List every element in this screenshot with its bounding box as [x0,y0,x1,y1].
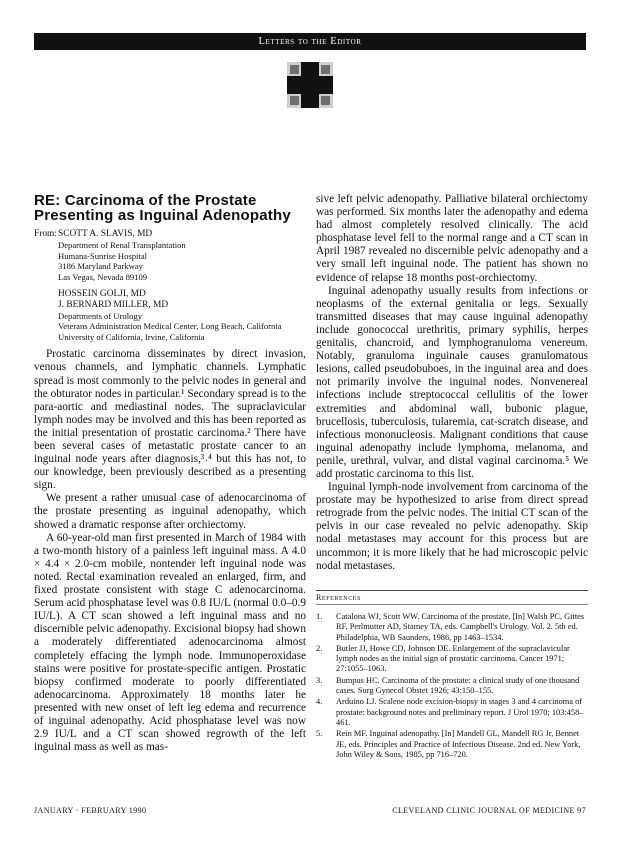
author-name: SCOTT A. SLAVIS, MD [58,229,153,239]
reference-text: Catalona WJ, Scott WW. Carcinoma of the prostate. [In] Walsh PC, Gittes RF, Perlmutter AD, Stamey TA, eds. Campbell's Urology. Vol. 2. 5th ed. Philadelphia, WB Saunders, 1986, pp 1463–1534. [336,612,585,642]
body-paragraph: Inguinal adenopathy usually results from infections or neoplasms of the external genitalia or legs. Sexually transmitted diseases that may cause inguinal adenopathy include gonococcal urethritis, primary syphilis, herpes genitalis, chancroid, and lymphogranuloma venereum. Notably, granuloma inguinale causes granulomatous lesions, called pseudobuboes, in the inguinal area and does not primarily involve the inguinal nodes. Nonvenereal infections include streptococcal cellulitis of the lower extremities and abdominal wall, bubonic plague, brucellosis, tuberculosis, tularemia, cat-scratch disease, and infectious mononucleosis. Malignant conditions that cause inguinal adenopathy include lymphoma, melanoma, and penile, urethral, vulvar, and distal vaginal carcinoma.⁵ We add prostatic carcinoma to this list. [316,284,588,480]
reference-text: Rein MF. Inguinal adenopathy. [In] Mandell GL, Mandell RG Jr, Bennet JE, eds. Principles and Practice of Infectious Disease. 2nd ed. New York, John Wiley & Sons, 1985, pp 716–720. [336,729,581,759]
affiliation-line: 3186 Maryland Parkway [58,261,143,272]
footer-issue-date: JANUARY · FEBRUARY 1990 [34,806,147,815]
reference-text: Arduino LJ. Scalene node excision-biopsy in stages 3 and 4 carcinoma of prostate: background notes and preliminary report. J Urol 1970; 103:458–461. [336,697,584,727]
affiliation-line: Departments of Urology [58,310,143,321]
references-heading: References [316,593,362,602]
article-title: RE: Carcinoma of the Prostate Presenting as Inguinal Adenopathy [34,192,291,224]
affiliation-line: Las Vegas, Nevada 89109 [58,271,148,282]
body-paragraph: sive left pelvic adenopathy. Palliative bilateral orchiectomy was performed. Six months later the adenopathy and edema had almost completely resolved clinically. The acid phosphatase level fell to the normal range and a CT scan in April 1987 revealed no discernible pelvic adenopathy and a very small left inguinal node. The patient has shown no evidence of relapse 18 months post-orchiectomy. [316,193,588,284]
reference-number: 3. [316,675,323,685]
author-block [34,229,306,342]
author-affiliation [34,240,306,282]
journal-cross-logo [287,62,333,108]
author-name: HOSSEIN GOLJI, MD [58,289,146,300]
reference-item [316,644,588,675]
affiliation-line: Humana-Sunrise Hospital [58,250,148,261]
references-divider [316,590,588,591]
reference-number: 4. [316,697,323,707]
author-name: J. BERNARD MILLER, MD [58,299,169,310]
right-column [316,193,588,573]
section-banner: Letters to the Editor [34,33,586,50]
reference-item [316,676,588,697]
reference-number: 2. [316,643,323,653]
body-paragraph: Prostatic carcinoma disseminates by direct invasion, venous channels, and lymphatic channels. Lymphatic spread is most commonly to the pelvic nodes in general and the obturator nodes in particular.¹ Secondary spread is to the para-aortic and mediastinal nodes. The supraclavicular lymph nodes may be involved and this has been reported as the initial presentation of prostatic carcinoma.² There have been several cases of metastatic prostate cancer to an inguinal node years after diagnosis,³˒⁴ but this has not, to our knowledge, been previously described as a presenting sign. [34,348,306,492]
affiliation-line: Veterans Administration Medical Center, Long Beach, California [58,321,282,332]
reference-item [316,729,588,760]
body-paragraph: Inguinal lymph-node involvement from carcinoma of the prostate may be hypothesized to arise from direct spread retrograde from the pelvic nodes. The initial CT scan of the pelvis in our case revealed no pelvic adenopathy. Skip nodal metastases may account for this process but are uncommon; it is more likely that he had microscopic pelvic nodal metastases. [316,481,588,572]
reference-number: 1. [316,612,323,621]
body-paragraph: A 60-year-old man first presented in March of 1984 with a two-month history of a painless left inguinal mass. A 4.0 × 4.4 × 2.0-cm mobile, nontender left inguinal node was noted. Rectal examination revealed an enlarged, firm, and fixed prostate consistent with stage C adenocarcinoma. Serum acid phosphatase level was 0.8 IU/L (normal 0.0–0.9 IU/L). A CT scan showed a left inguinal mass and no discernible pelvic adenopathy. Excisional biopsy had shown a moderately differentiated adenocarcinoma almost completely effacing the lymph node. Immunoperoxidase stains were positive for prostate-specific antigen. Prostatic biopsy confirmed moderate to poorly differentiated adenocarcinoma. Approximately 18 months later he presented with new onset of left leg edema and recurrence of inguinal adenopathy. Acid phosphatase level was now 2.9 IU/L and a CT scan showed regrowth of the left inguinal mass as well as mas- [34,531,306,754]
affiliation-line: University of California, Irvine, California [58,331,205,342]
body-paragraph: We present a rather unusual case of adenocarcinoma of the prostate presenting as inguinal adenopathy, which showed a dramatic response after orchiectomy. [34,492,306,531]
reference-item [316,697,588,728]
reference-text: Bumpus HC. Carcinoma of the prostate: a clinical study of one thousand cases. Surg Gynecol Obstet 1926; 43:150–155. [336,675,580,696]
left-column [34,193,306,754]
reference-number: 5. [316,729,323,739]
footer-journal-page: CLEVELAND CLINIC JOURNAL OF MEDICINE 97 [392,806,586,815]
affiliation-line: Department of Renal Transplantation [58,240,186,250]
coauthor-block [34,289,306,342]
references-divider [316,604,588,605]
reference-text: Butler JJ, Howe CD, Johnson DE. Enlargement of the supraclavicular lymph nodes as the initial sign of prostatic carcinoma. Cancer 1971; 27:1055–1063. [336,643,570,674]
reference-item [316,612,588,643]
from-label: From: [34,229,57,239]
references-list [316,612,588,761]
